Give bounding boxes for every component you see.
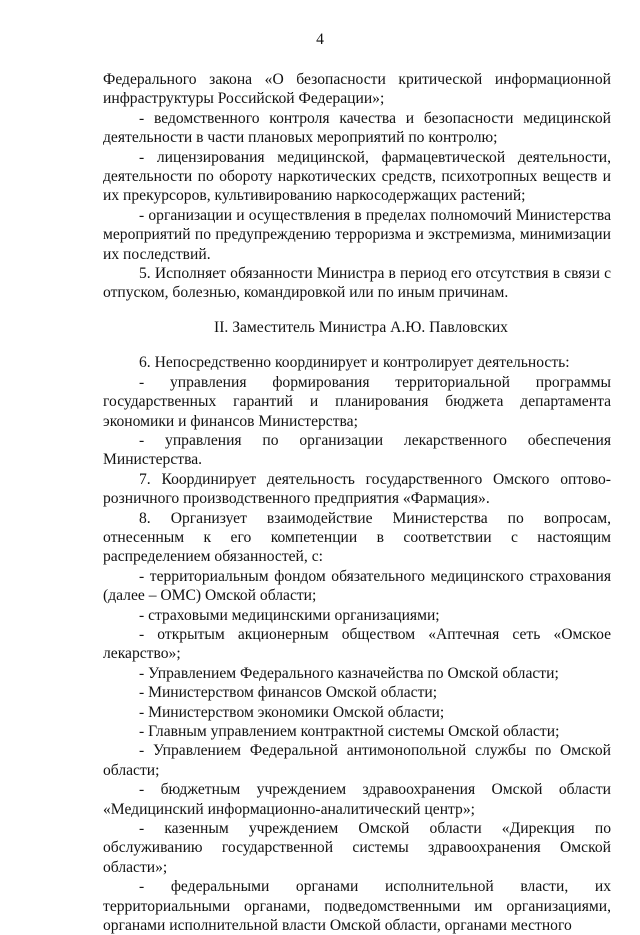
paragraph: - открытым акционерным обществом «Аптечная сеть «Омское лекарство»;: [103, 625, 611, 663]
document-body: [103, 70, 611, 935]
section-heading: II. Заместитель Министра А.Ю. Павловских: [214, 318, 508, 336]
paragraph-group-top: [103, 70, 611, 303]
paragraph: - лицензирования медицинской, фармацевтической деятельности, деятельности по обороту наркотических средств, психотропных веществ и их прекурсоров, культивированию наркосодержащих растений;: [103, 148, 611, 205]
paragraph: - территориальным фондом обязательного медицинского страхования (далее – ОМС) Омской области;: [103, 567, 611, 605]
page-number: 4: [316, 31, 324, 48]
paragraph: - Главным управлением контрактной системы Омской области;: [139, 723, 560, 740]
paragraph: - бюджетным учреждением здравоохранения Омской области «Медицинский информационно-аналитический центр»;: [103, 781, 611, 818]
paragraph: - Управлением Федеральной антимонопольной службы по Омской области;: [103, 742, 611, 779]
paragraph: - Министерством экономики Омской области;: [139, 703, 445, 721]
paragraph: - ведомственного контроля качества и безопасности медицинской деятельности в части плановых мероприятий по контролю;: [103, 109, 611, 147]
paragraph: 5. Исполняет обязанности Министра в период его отсутствия в связи с отпуском, болезнью, командировкой или по иным причинам.: [103, 265, 611, 302]
paragraph: 7. Координирует деятельность государственного Омского оптово-розничного производственного предприятия «Фармация».: [103, 470, 611, 508]
paragraph: - казенным учреждением Омской области «Дирекция по обслуживанию государственной системы здравоохранения Омской области»;: [103, 820, 611, 876]
paragraph: - управления по организации лекарственного обеспечения Министерства.: [103, 431, 611, 469]
paragraph: Федерального закона «О безопасности критической информационной инфраструктуры Российской Федерации»;: [103, 71, 611, 108]
paragraph: - страховыми медицинскими организациями;: [139, 606, 440, 624]
paragraph: 8. Организует взаимодействие Министерства по вопросам, отнесенным к его компетенции в соответствии с настоящим распределением обязанностей, с:: [103, 509, 611, 566]
paragraph: - управления формирования территориальной программы государственных гарантий и планирования бюджета департамента экономики и финансов Министерства;: [103, 373, 611, 430]
paragraph: - Управлением Федерального казначейства по Омской области;: [139, 664, 559, 682]
paragraph: - федеральными органами исполнительной власти, их территориальными органами, подведомственными им организациями, органами исполнительной власти Омской области, органами местного: [103, 878, 611, 935]
paragraph-group-bottom: [103, 353, 611, 935]
paragraph: - Министерством финансов Омской области;: [139, 684, 438, 702]
paragraph: 6. Непосредственно координирует и контролирует деятельность:: [139, 354, 570, 372]
paragraph: - организации и осуществления в пределах полномочий Министерства мероприятий по предупреждению терроризма и экстремизма, минимизации их последствий.: [103, 206, 611, 263]
